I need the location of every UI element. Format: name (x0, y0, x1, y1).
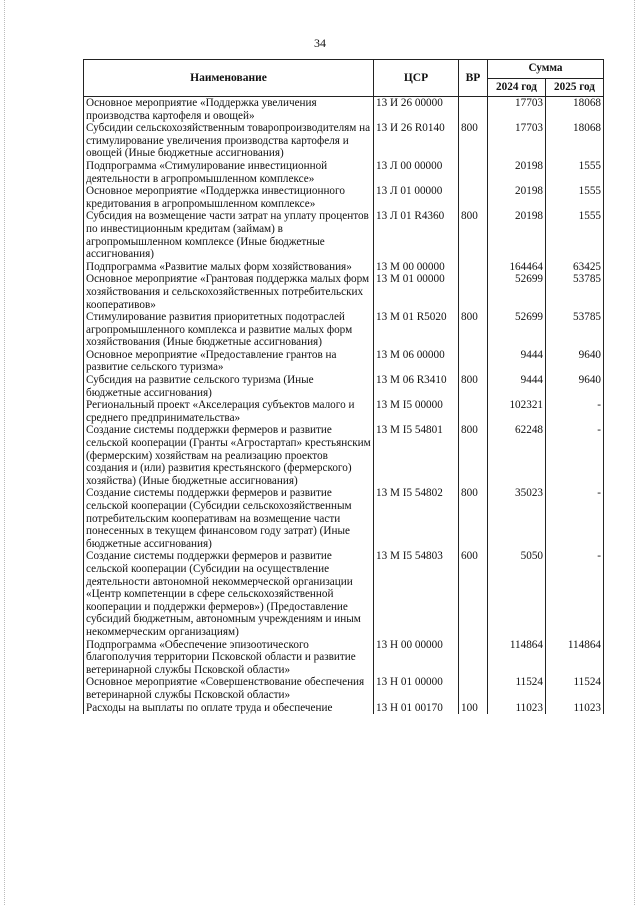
table-row (84, 273, 604, 311)
row-sum-2025: 1555 (546, 160, 604, 185)
row-sum-2024: 20198 (488, 210, 546, 260)
row-sum-2024: 62248 (488, 424, 546, 487)
row-vr: 800 (459, 374, 488, 399)
table-row (84, 261, 604, 274)
row-name: Основное мероприятие «Поддержка инвестиционного кредитования в агропромышленном комплексе» (84, 185, 374, 210)
row-csr: 13 М 01 R5020 (374, 311, 459, 349)
row-vr: 800 (459, 487, 488, 550)
row-sum-2025: 11524 (546, 676, 604, 701)
row-csr: 13 М I5 00000 (374, 399, 459, 424)
table-row (84, 185, 604, 210)
row-sum-2025: 18068 (546, 97, 604, 123)
row-vr: 800 (459, 122, 488, 160)
row-name: Стимулирование развития приоритетных подотраслей агропромышленного комплекса и развитие малых форм хозяйствования (Иные бюджетные ассигнования) (84, 311, 374, 349)
row-vr (459, 399, 488, 424)
row-csr: 13 М I5 54803 (374, 550, 459, 638)
row-sum-2025: - (546, 550, 604, 638)
table-row (84, 311, 604, 349)
row-sum-2024: 17703 (488, 97, 546, 123)
header-name: Наименование (84, 60, 374, 97)
row-vr: 800 (459, 311, 488, 349)
table-row (84, 399, 604, 424)
row-name: Основное мероприятие «Совершенствование обеспечения ветеринарной службы Псковской области» (84, 676, 374, 701)
table-header (84, 60, 604, 97)
table-row (84, 160, 604, 185)
row-sum-2025: 18068 (546, 122, 604, 160)
row-sum-2025: 1555 (546, 185, 604, 210)
row-name: Основное мероприятие «Предоставление грантов на развитие сельского туризма» (84, 349, 374, 374)
row-sum-2025: 114864 (546, 639, 604, 677)
row-sum-2024: 52699 (488, 273, 546, 311)
row-csr: 13 Н 01 00000 (374, 676, 459, 701)
row-vr (459, 185, 488, 210)
budget-table (83, 59, 604, 714)
row-name: Создание системы поддержки фермеров и развитие сельской кооперации (Гранты «Агростартап» крестьянским (фермерским) хозяйствам на реализацию проектов создания и (или) развития крестьянского (фермерского) хозяйства) (Иные бюджетные ассигнования) (84, 424, 374, 487)
header-vr: ВР (459, 60, 488, 97)
row-csr: 13 И 26 R0140 (374, 122, 459, 160)
row-sum-2024: 102321 (488, 399, 546, 424)
row-name: Основное мероприятие «Грантовая поддержка малых форм хозяйствования и сельскохозяйственных потребительских кооперативов» (84, 273, 374, 311)
row-sum-2025: - (546, 399, 604, 424)
header-year-2025: 2025 год (546, 78, 604, 97)
table-row (84, 487, 604, 550)
row-sum-2024: 164464 (488, 261, 546, 274)
table-row (84, 639, 604, 677)
row-csr: 13 Л 00 00000 (374, 160, 459, 185)
row-name: Основное мероприятие «Поддержка увеличения производства картофеля и овощей» (84, 97, 374, 123)
row-csr: 13 М 06 R3410 (374, 374, 459, 399)
row-sum-2025: - (546, 424, 604, 487)
row-sum-2024: 35023 (488, 487, 546, 550)
page-number: 34 (314, 36, 326, 50)
row-sum-2025: 9640 (546, 374, 604, 399)
row-name: Подпрограмма «Обеспечение эпизоотического благополучия территории Псковской области и развитие ветеринарной службы Псковской области» (84, 639, 374, 677)
row-csr: 13 Л 01 00000 (374, 185, 459, 210)
header-year-2024: 2024 год (488, 78, 546, 97)
row-csr: 13 М 01 00000 (374, 273, 459, 311)
row-vr: 100 (459, 702, 488, 715)
row-csr: 13 М 00 00000 (374, 261, 459, 274)
row-vr (459, 97, 488, 123)
row-vr (459, 676, 488, 701)
table-row (84, 349, 604, 374)
table-row (84, 97, 604, 123)
row-name: Подпрограмма «Стимулирование инвестиционной деятельности в агропромышленном комплексе» (84, 160, 374, 185)
table-row (84, 374, 604, 399)
row-name: Региональный проект «Акселерация субъектов малого и среднего предпринимательства» (84, 399, 374, 424)
row-sum-2024: 5050 (488, 550, 546, 638)
row-csr: 13 Л 01 R4360 (374, 210, 459, 260)
table-row (84, 676, 604, 701)
row-sum-2024: 17703 (488, 122, 546, 160)
row-name: Создание системы поддержки фермеров и развитие сельской кооперации (Субсидии сельскохозяйственным потребительским кооперативам на возмещение части понесенных в текущем финансовом году затрат) (Иные бюджетные ассигнования) (84, 487, 374, 550)
row-sum-2024: 20198 (488, 185, 546, 210)
header-csr: ЦСР (374, 60, 459, 97)
row-sum-2024: 114864 (488, 639, 546, 677)
row-vr (459, 261, 488, 274)
table-row (84, 550, 604, 638)
row-vr (459, 639, 488, 677)
table-row (84, 702, 604, 715)
row-name: Создание системы поддержки фермеров и развитие сельской кооперации (Субсидии на осуществление деятельности автономной некоммерческой организации «Центр компетенции в сфере сельскохозяйственной кооперации и поддержки фермеров») (Предоставление субсидий бюджетным, автономным учреждениям и иным некоммерческим организациям) (84, 550, 374, 638)
scan-edge-right (634, 0, 636, 905)
row-sum-2025: - (546, 487, 604, 550)
row-vr: 800 (459, 210, 488, 260)
row-vr (459, 160, 488, 185)
row-name: Подпрограмма «Развитие малых форм хозяйствования» (84, 261, 374, 274)
row-name: Расходы на выплаты по оплате труда и обеспечение (84, 702, 374, 715)
row-sum-2024: 20198 (488, 160, 546, 185)
row-vr (459, 349, 488, 374)
row-sum-2025: 9640 (546, 349, 604, 374)
row-sum-2024: 11524 (488, 676, 546, 701)
row-name: Субсидия на возмещение части затрат на уплату процентов по инвестиционным кредитам (займам) в агропромышленном комплексе (Иные бюджетные ассигнования) (84, 210, 374, 260)
table-row (84, 122, 604, 160)
row-sum-2024: 9444 (488, 374, 546, 399)
row-sum-2024: 9444 (488, 349, 546, 374)
row-sum-2025: 11023 (546, 702, 604, 715)
row-sum-2025: 63425 (546, 261, 604, 274)
row-csr: 13 И 26 00000 (374, 97, 459, 123)
row-sum-2024: 11023 (488, 702, 546, 715)
row-name: Субсидия на развитие сельского туризма (Иные бюджетные ассигнования) (84, 374, 374, 399)
row-csr: 13 Н 00 00000 (374, 639, 459, 677)
table-body (84, 97, 604, 715)
row-csr: 13 М I5 54802 (374, 487, 459, 550)
row-sum-2025: 1555 (546, 210, 604, 260)
row-csr: 13 М I5 54801 (374, 424, 459, 487)
row-vr: 800 (459, 424, 488, 487)
table-row (84, 424, 604, 487)
row-sum-2025: 53785 (546, 273, 604, 311)
row-sum-2024: 52699 (488, 311, 546, 349)
row-csr: 13 Н 01 00170 (374, 702, 459, 715)
row-vr (459, 273, 488, 311)
header-sum: Сумма (488, 60, 604, 79)
row-vr: 600 (459, 550, 488, 638)
row-csr: 13 М 06 00000 (374, 349, 459, 374)
row-sum-2025: 53785 (546, 311, 604, 349)
scan-edge-left (4, 0, 6, 905)
table-row (84, 210, 604, 260)
row-name: Субсидии сельскохозяйственным товаропроизводителям на стимулирование увеличения производства картофеля и овощей (Иные бюджетные ассигнования) (84, 122, 374, 160)
